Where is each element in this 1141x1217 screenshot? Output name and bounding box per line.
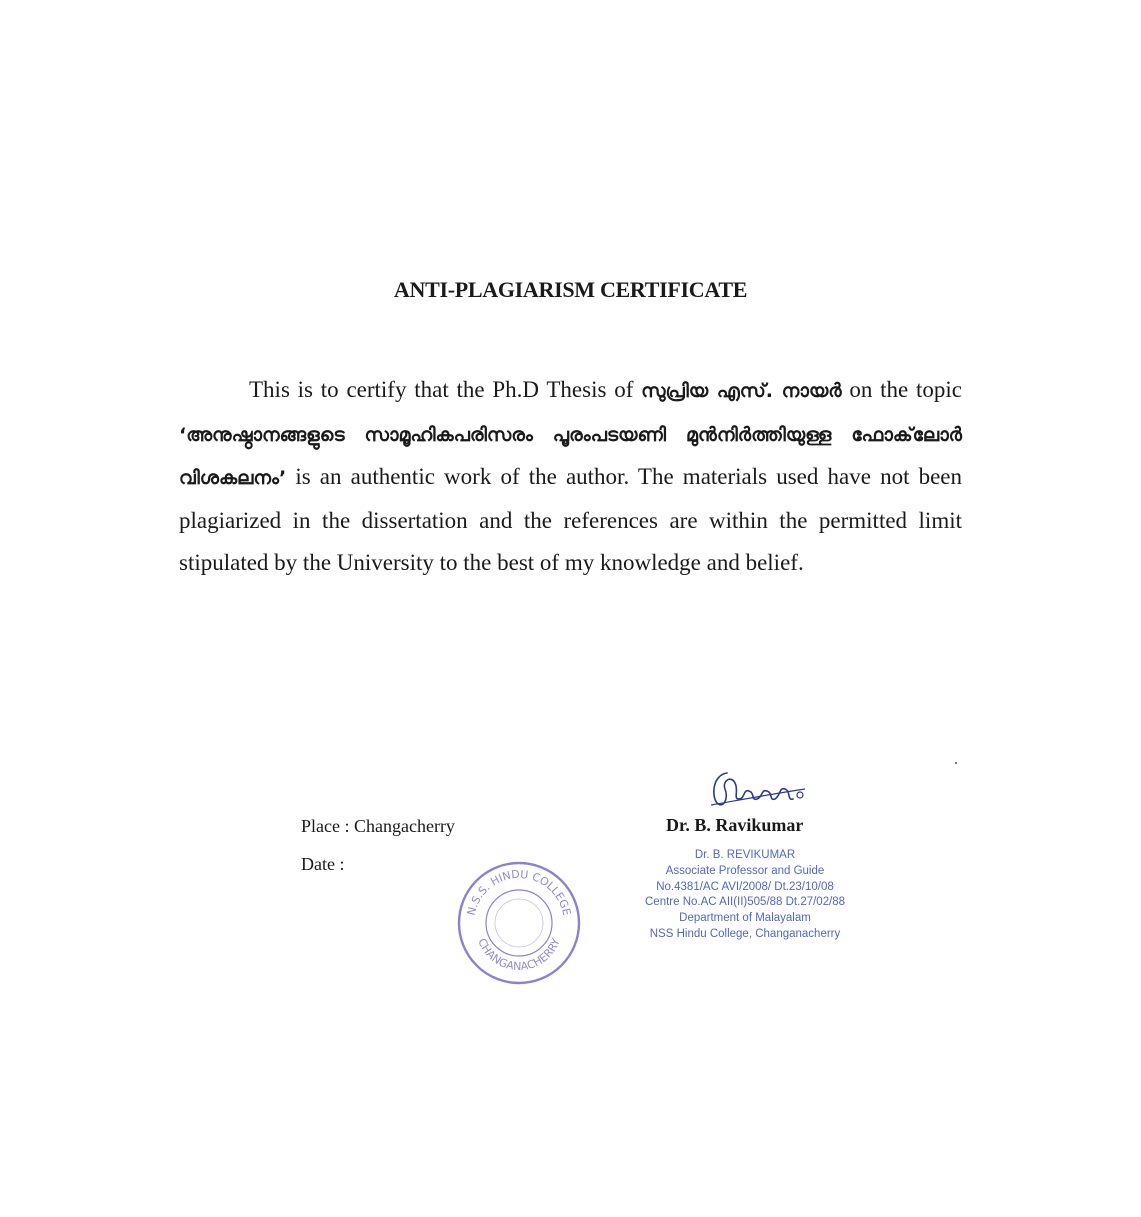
stamp-line: Dr. B. REVIKUMAR bbox=[694, 849, 796, 861]
body-part-3: is an authentic work of the author. The materials used have not been plagiarized in the dissertation and the references are within the permitted limit stipulated by the University to the best of my knowledge and belief. bbox=[179, 464, 963, 575]
signer-name: Dr. B. Ravikumar bbox=[666, 815, 804, 835]
date-label: Date : bbox=[301, 854, 345, 874]
thesis-topic: ‘അനുഷ്ഠാനങ്ങളുടെ സാമൂഹികപരിസരം പൂരംപടയണി മുൻനിർത്തിയുള്ള ഫോക്‌ലോർ വിശകലനം’ bbox=[179, 423, 962, 489]
stamp-line: No.4381/AC AVI/2008/ Dt.23/10/08 bbox=[656, 880, 834, 893]
seal-top-text: N.S.S. HINDU COLLEGE bbox=[464, 867, 574, 917]
guide-stamp bbox=[645, 848, 845, 943]
stamp-line: NSS Hindu College, Changanacherry bbox=[649, 927, 841, 940]
seal-bottom-text: CHANGANACHERRY bbox=[475, 936, 563, 974]
certificate-body bbox=[179, 369, 962, 585]
college-seal bbox=[454, 855, 584, 990]
svg-text:CHANGANACHERRY bbox=[475, 936, 563, 973]
stamp-line: Centre No.AC AII(II)505/88 Dt.27/02/88 bbox=[645, 896, 846, 909]
scan-speck bbox=[955, 762, 957, 764]
place-label: Place : Changacherry bbox=[301, 816, 455, 836]
certificate-title: ANTI-PLAGIARISM CERTIFICATE bbox=[393, 277, 748, 302]
handwritten-signature bbox=[705, 765, 810, 815]
stamp-line: Department of Malayalam bbox=[679, 912, 811, 925]
body-part-1: This is to certify that the Ph.D Thesis of bbox=[249, 377, 634, 402]
author-name: സുപ്രിയ എസ്. നായർ bbox=[641, 380, 842, 402]
stamp-line: Associate Professor and Guide bbox=[665, 864, 825, 877]
body-part-2: on the topic bbox=[849, 377, 963, 402]
